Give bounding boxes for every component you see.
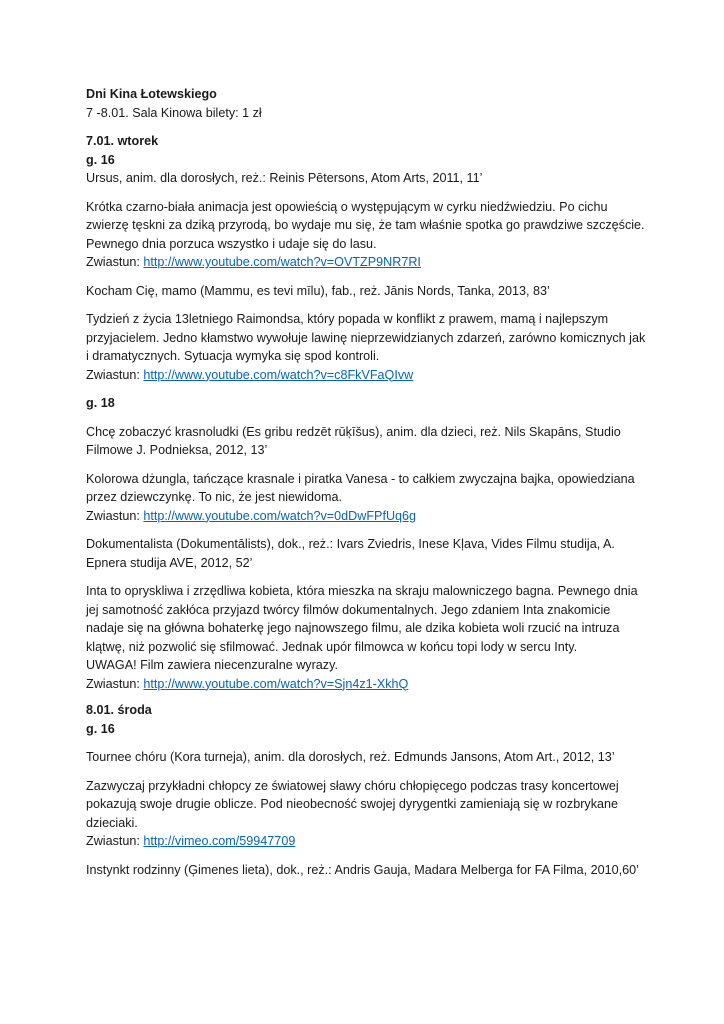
trailer-line <box>86 507 646 526</box>
trailer-line <box>86 253 646 272</box>
trailer-label: Zwiastun: <box>86 676 144 691</box>
trailer-link[interactable]: http://www.youtube.com/watch?v=OVTZP9NR7RI <box>143 255 421 269</box>
film-warning: UWAGA! Film zawiera niecenzuralne wyrazy. <box>86 658 338 672</box>
trailer-label: Zwiastun: <box>86 834 144 848</box>
film-description: Zazwyczaj przykładni chłopcy ze światowej sławy chóru chłopięcego podczas trasy koncertowej pokazują swoje drugie oblicze. Pod nieobecność swojej dyrygentki zamieniają się w rozbrykane dzieciaki. <box>86 778 619 830</box>
film-header: Instynkt rodzinny (Ģimenes lieta), dok., reż.: Andris Gauja, Madara Melberga for FA Filma, 2010,60’ <box>86 862 639 877</box>
film-description: Tydzień z życia 13letniego Raimondsa, który popada w konflikt z prawem, mamą i najlepszym przyjacielem. Jedno kłamstwo wywołuje lawinę nieprzewidzianych zdarzeń, zarówno komicznych jak i dramatycznych. Sytuacja wymyka się spod kontroli. <box>86 312 646 363</box>
trailer-link[interactable]: http://www.youtube.com/watch?v=Sjn4z1-XkhQ <box>143 676 409 691</box>
time-heading: g. 16 <box>86 721 115 736</box>
day-heading: 7.01. wtorek <box>86 134 159 148</box>
trailer-link[interactable]: http://www.youtube.com/watch?v=0dDwFPfUq6g <box>143 508 417 523</box>
document-subtitle: 7 -8.01. Sala Kinowa bilety: 1 zł <box>86 105 262 120</box>
document-body <box>86 85 646 879</box>
trailer-label: Zwiastun: <box>86 367 144 382</box>
document-title: Dni Kina Łotewskiego <box>86 87 217 101</box>
film-header: Ursus, anim. dla dorosłych, reż.: Reinis Pētersons, Atom Arts, 2011, 11’ <box>86 171 483 185</box>
trailer-line <box>86 832 646 851</box>
time-heading: g. 18 <box>86 396 115 410</box>
trailer-link[interactable]: http://www.youtube.com/watch?v=c8FkVFaQIvw <box>143 367 414 382</box>
film-header: Chcę zobaczyć krasnoludki (Es gribu redzēt rūķīšus), anim. dla dzieci, reż. Nils Skapāns, Studio Filmowe J. Podnieksa, 2012, 13’ <box>86 424 621 457</box>
film-header: Tournee chóru (Kora turneja), anim. dla dorosłych, reż. Edmunds Jansons, Atom Art., 2012, 13’ <box>86 750 615 764</box>
trailer-line <box>86 675 646 694</box>
film-description: Kolorowa dżungla, tańczące krasnale i piratka Vanesa - to całkiem zwyczajna bajka, opowiedziana przez dziewczynkę. To nic, że jest niewidoma. <box>86 471 635 504</box>
trailer-link[interactable]: http://vimeo.com/59947709 <box>143 834 296 848</box>
film-description: Inta to opryskliwa i zrzędliwa kobieta, która mieszka na skraju malowniczego bagna. Pewnego dnia jej samotność zakłóca przyjazd twórcy filmów dokumentalnych. Jego zdaniem Inta znakomicie nadaje się na główna bohaterkę jego najnowszego filmu, ale dzika kobieta woli rzucić na intruza klątwę, niż pozwolić się sfilmować. Jednak upór filmowca w końcu topi lody w sercu Inty. <box>86 584 638 654</box>
time-heading: g. 16 <box>86 152 115 167</box>
day-heading: 8.01. środa <box>86 703 152 717</box>
film-description: Krótka czarno-biała animacja jest opowieścią o występującym w cyrku niedźwiedziu. Po cichu zwierzę tęskni za dziką przyrodą, bo wydaje mu się, że tam właśnie spotka go prawdziwe szczęście. Pewnego dnia porzuca wszystko i udaje się do lasu. <box>86 199 645 251</box>
film-header: Kocham Cię, mamo (Mammu, es tevi mīlu), fab., reż. Jānis Nords, Tanka, 2013, 83’ <box>86 283 550 298</box>
trailer-line <box>86 366 646 385</box>
trailer-label: Zwiastun: <box>86 508 144 523</box>
trailer-label: Zwiastun: <box>86 255 144 269</box>
film-header: Dokumentalista (Dokumentālists), dok., reż.: Ivars Zviedris, Inese Kļava, Vides Filmu studija, A. Epnera studija AVE, 2012, 52’ <box>86 537 615 570</box>
